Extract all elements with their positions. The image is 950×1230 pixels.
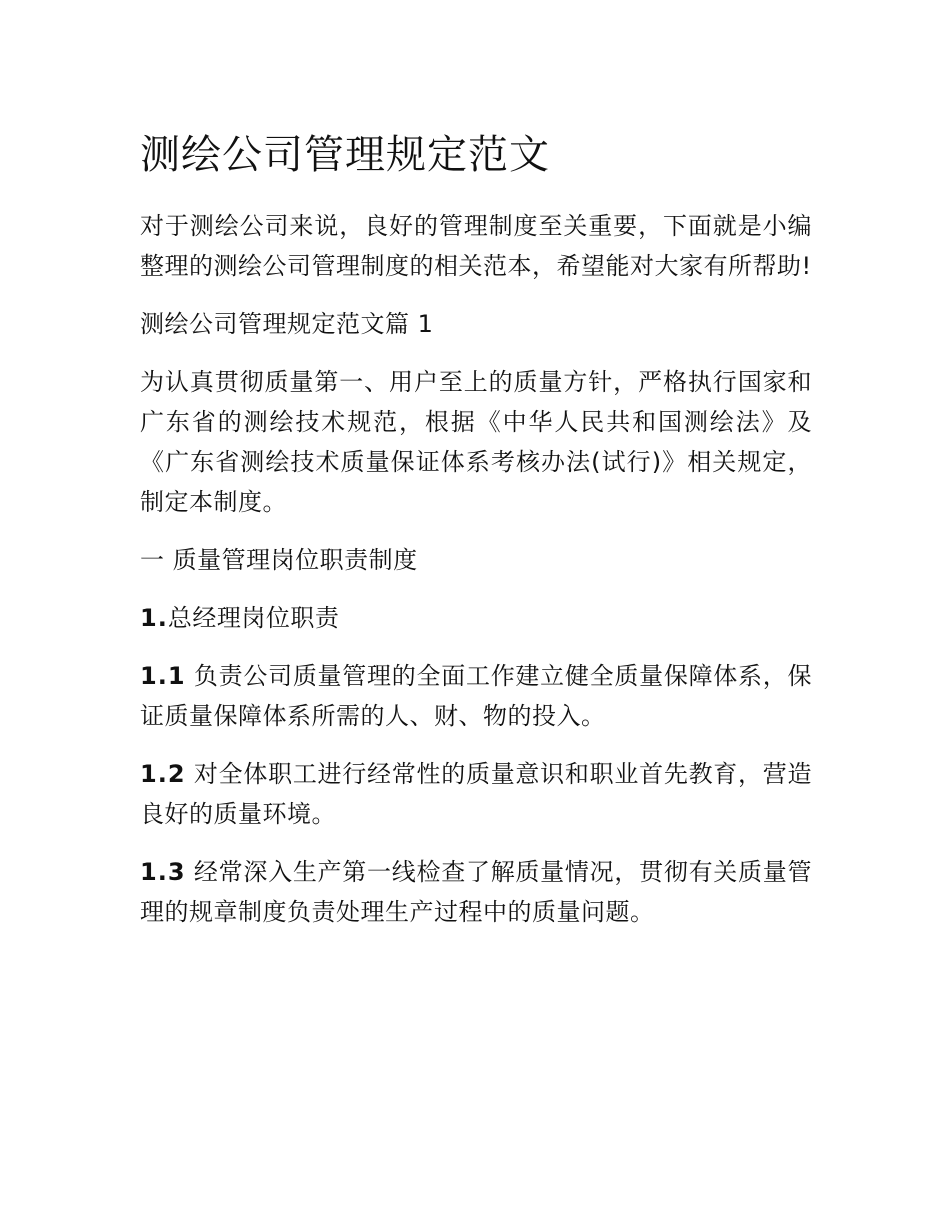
subsection-number: 1. bbox=[140, 604, 168, 632]
duty-item bbox=[140, 754, 812, 834]
duty-item bbox=[140, 656, 812, 736]
duty-item-number: 1.3 bbox=[140, 858, 186, 886]
duty-item-text: 对全体职工进行经常性的质量意识和职业首先教育，营造良好的质量环境。 bbox=[140, 760, 812, 828]
duty-item-text: 负责公司质量管理的全面工作建立健全质量保障体系，保证质量保障体系所需的人、财、物的投入。 bbox=[140, 662, 812, 730]
section-heading: 一 质量管理岗位职责制度 bbox=[140, 546, 418, 574]
article-heading: 测绘公司管理规定范文篇 1 bbox=[140, 310, 434, 338]
document-title: 测绘公司管理规定范文 bbox=[140, 132, 550, 178]
subsection-heading bbox=[140, 598, 812, 638]
duty-item-number: 1.1 bbox=[140, 662, 186, 690]
preamble-paragraph: 为认真贯彻质量第一、用户至上的质量方针，严格执行国家和广东省的测绘技术规范，根据《中华人民共和国测绘法》及《广东省测绘技术质量保证体系考核办法(试行)》相关规定，制定本制度。 bbox=[140, 368, 812, 516]
intro-paragraph: 对于测绘公司来说，良好的管理制度至关重要，下面就是小编整理的测绘公司管理制度的相关范本，希望能对大家有所帮助! bbox=[140, 212, 812, 280]
subsection-title: 总经理岗位职责 bbox=[167, 604, 340, 632]
duty-item-number: 1.2 bbox=[140, 760, 186, 788]
document-body bbox=[140, 128, 812, 950]
duty-item bbox=[140, 852, 812, 932]
duty-item-text: 经常深入生产第一线检查了解质量情况，贯彻有关质量管理的规章制度负责处理生产过程中的质量问题。 bbox=[140, 858, 812, 926]
